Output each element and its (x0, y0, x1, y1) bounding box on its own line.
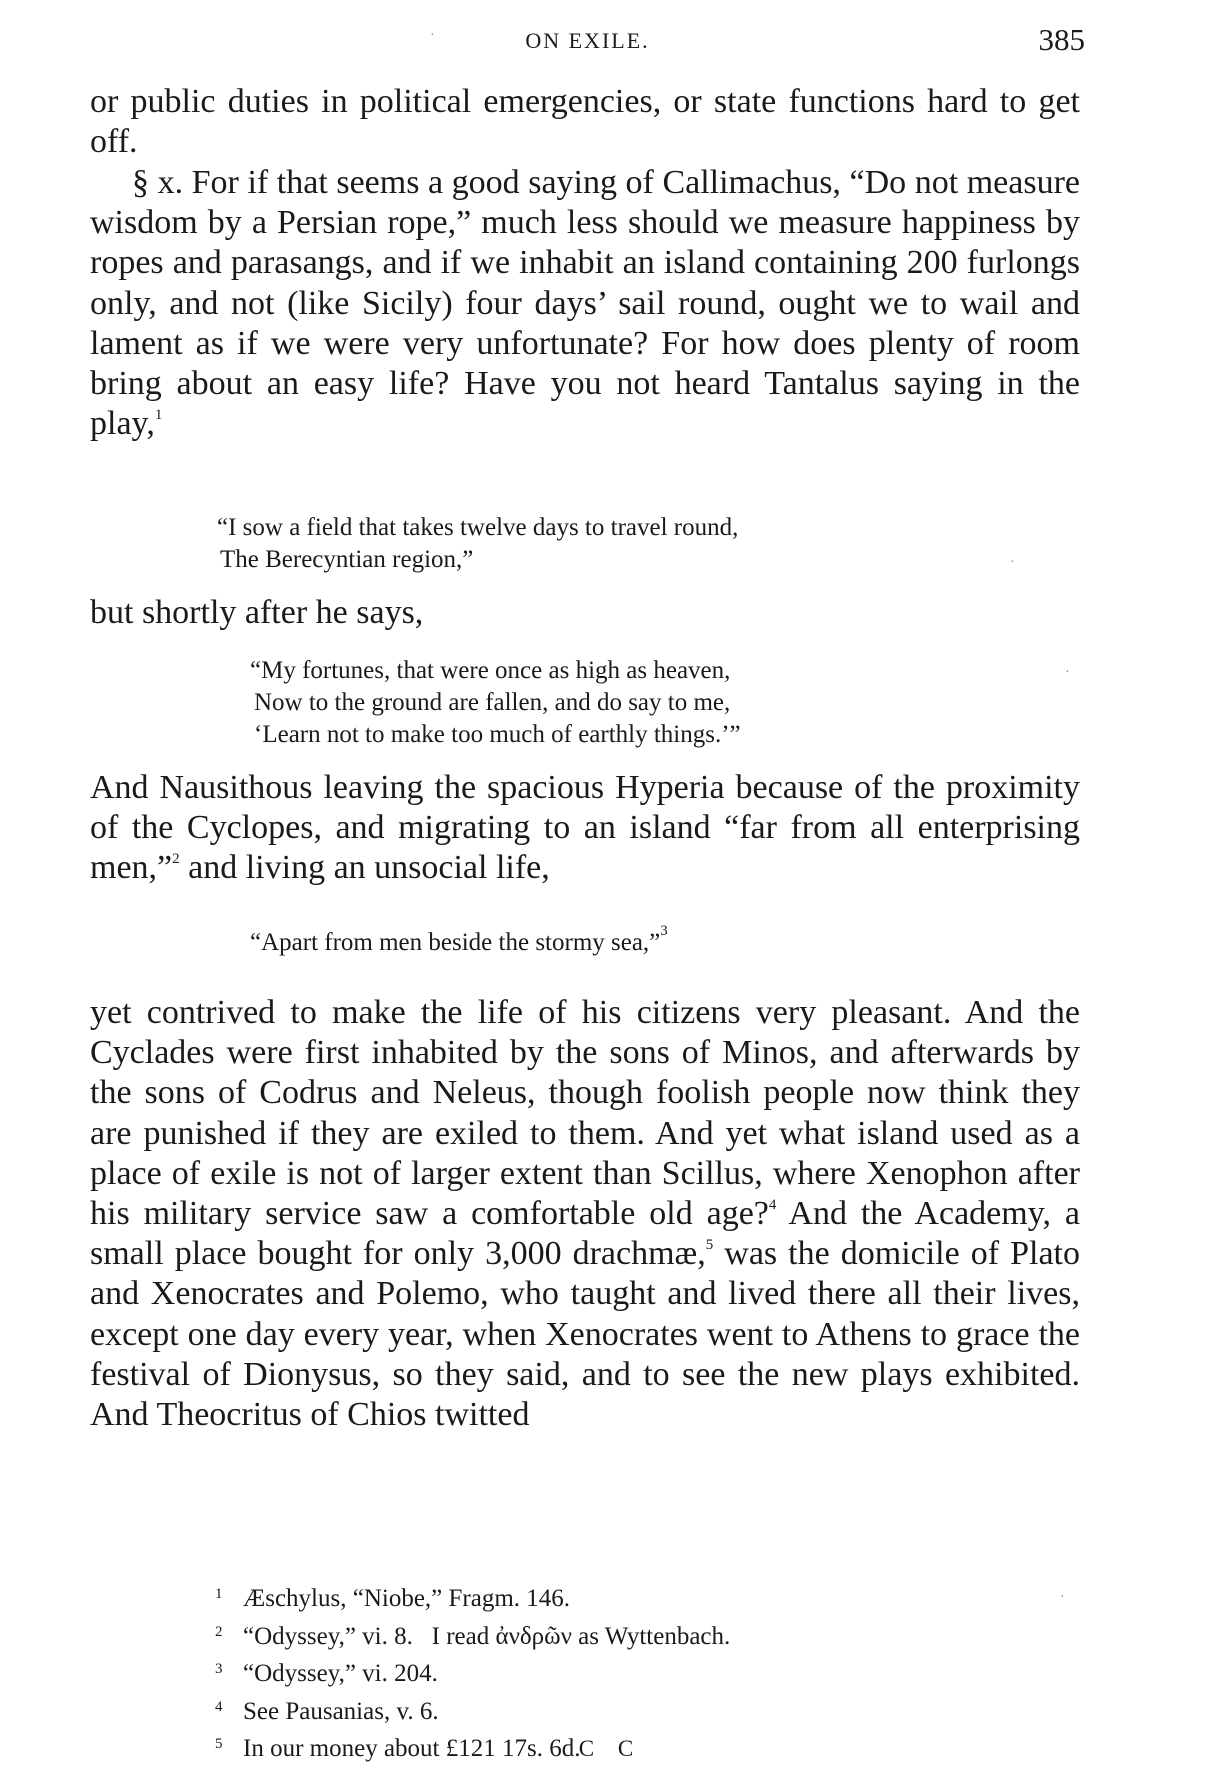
verse-line: The Berecyntian region,” (220, 546, 474, 573)
paragraph-text: And Nausithous leaving the spacious Hyperia because of the proximity of the Cyclopes, and migrating to an island “far from all enterprising men,” (90, 769, 1080, 887)
verse-line: “I sow a field that takes twelve days to travel round, (217, 514, 739, 541)
paragraph-text: or public duties in political emergencies, or state functions hard to get off. (90, 83, 1080, 161)
signature-mark: C C (578, 1736, 643, 1761)
footnote-text: Æschylus, “Niobe,” Fragm. 146. (243, 1585, 571, 1612)
print-speck: · (1065, 665, 1070, 680)
footnote-ref: 4 (768, 1197, 777, 1214)
footnote (215, 1616, 730, 1654)
footnote (215, 1691, 730, 1729)
footnote (215, 1578, 730, 1616)
footnote (215, 1653, 730, 1691)
paragraph-continuation (90, 82, 1080, 162)
footnote-ref: 5 (705, 1237, 714, 1254)
footnote-ref: 3 (660, 923, 668, 939)
running-title: ON EXILE. (525, 28, 650, 53)
paragraph-nausithous (90, 768, 1080, 889)
verse-line: “My fortunes, that were once as high as heaven, (250, 657, 731, 684)
footnote-number: 2 (215, 1623, 223, 1640)
page-header (90, 22, 1085, 62)
paragraph-text: but shortly after he says, (90, 594, 424, 631)
verse-line: ‘Learn not to make too much of earthly things.’” (254, 721, 741, 748)
footnote-text: “Odyssey,” vi. 204. (243, 1660, 438, 1687)
paragraph-text: and living an unsocial life, (179, 849, 550, 887)
page-number: 385 (1038, 22, 1085, 57)
verse-quotation (250, 923, 668, 959)
footnote-ref: 1 (154, 407, 163, 424)
footnote-number: 4 (215, 1698, 223, 1715)
footnote-number: 3 (215, 1661, 223, 1677)
paragraph-cyclades (90, 993, 1080, 1435)
footnote-number: 1 (215, 1586, 223, 1602)
verse-quotation (250, 655, 741, 751)
footnote-ref: 2 (172, 851, 180, 868)
print-speck: · (1060, 1590, 1065, 1605)
verse-text: “Apart from men beside the stormy sea,” (250, 929, 661, 956)
footnote-text: In our money about £121 17s. 6d. (243, 1735, 581, 1762)
verse-quotation (217, 512, 738, 576)
verse-line (250, 923, 668, 959)
print-speck: · (1010, 555, 1015, 570)
footnote-number: 5 (215, 1736, 223, 1752)
verse-line: Now to the ground are fallen, and do say to me, (254, 689, 731, 716)
paragraph-text: was the domicile of Plato and Xenocrates and Polemo, who taught and lived there all their lives, except one day every year, when Xenocrates went to Athens to grace the festival of Dionysus, so they said, and to see the new plays exhibited. And Theocritus of Chios twitted (90, 1235, 1080, 1434)
paragraph-transition (90, 593, 1080, 633)
print-speck: · (430, 28, 435, 43)
footnote-text: See Pausanias, v. 6. (243, 1697, 439, 1725)
paragraph-text: And the Academy, a small place bought for only 3,000 drachmæ, (90, 1195, 1080, 1273)
paragraph-section-x (90, 163, 1080, 444)
paragraph-text: yet contrived to make the life of his citizens very pleasant. And the Cyclades were first inhabited by the sons of Minos, and afterwards by the sons of Codrus and Neleus, though foolish people now think they are punished if they are exiled to them. And yet what island used as a place of exile is not of larger extent than Scillus, where Xenophon after his military service saw a comfortable old age? (90, 994, 1080, 1233)
paragraph-text: § x. For if that seems a good saying of Callimachus, “Do not measure wisdom by a Persian rope,” much less should we measure happiness by ropes and parasangs, and if we inhabit an island containing 200 furlongs only, and not (like Sicily) four days’ sail round, ought we to wail and lament as if we were very unfortunate? For how does plenty of room bring about an easy life? Have you not heard Tantalus saying in the play, (90, 164, 1080, 443)
footnote-text: “Odyssey,” vi. 8. I read ἀνδρῶν as Wyttenbach. (243, 1622, 731, 1650)
